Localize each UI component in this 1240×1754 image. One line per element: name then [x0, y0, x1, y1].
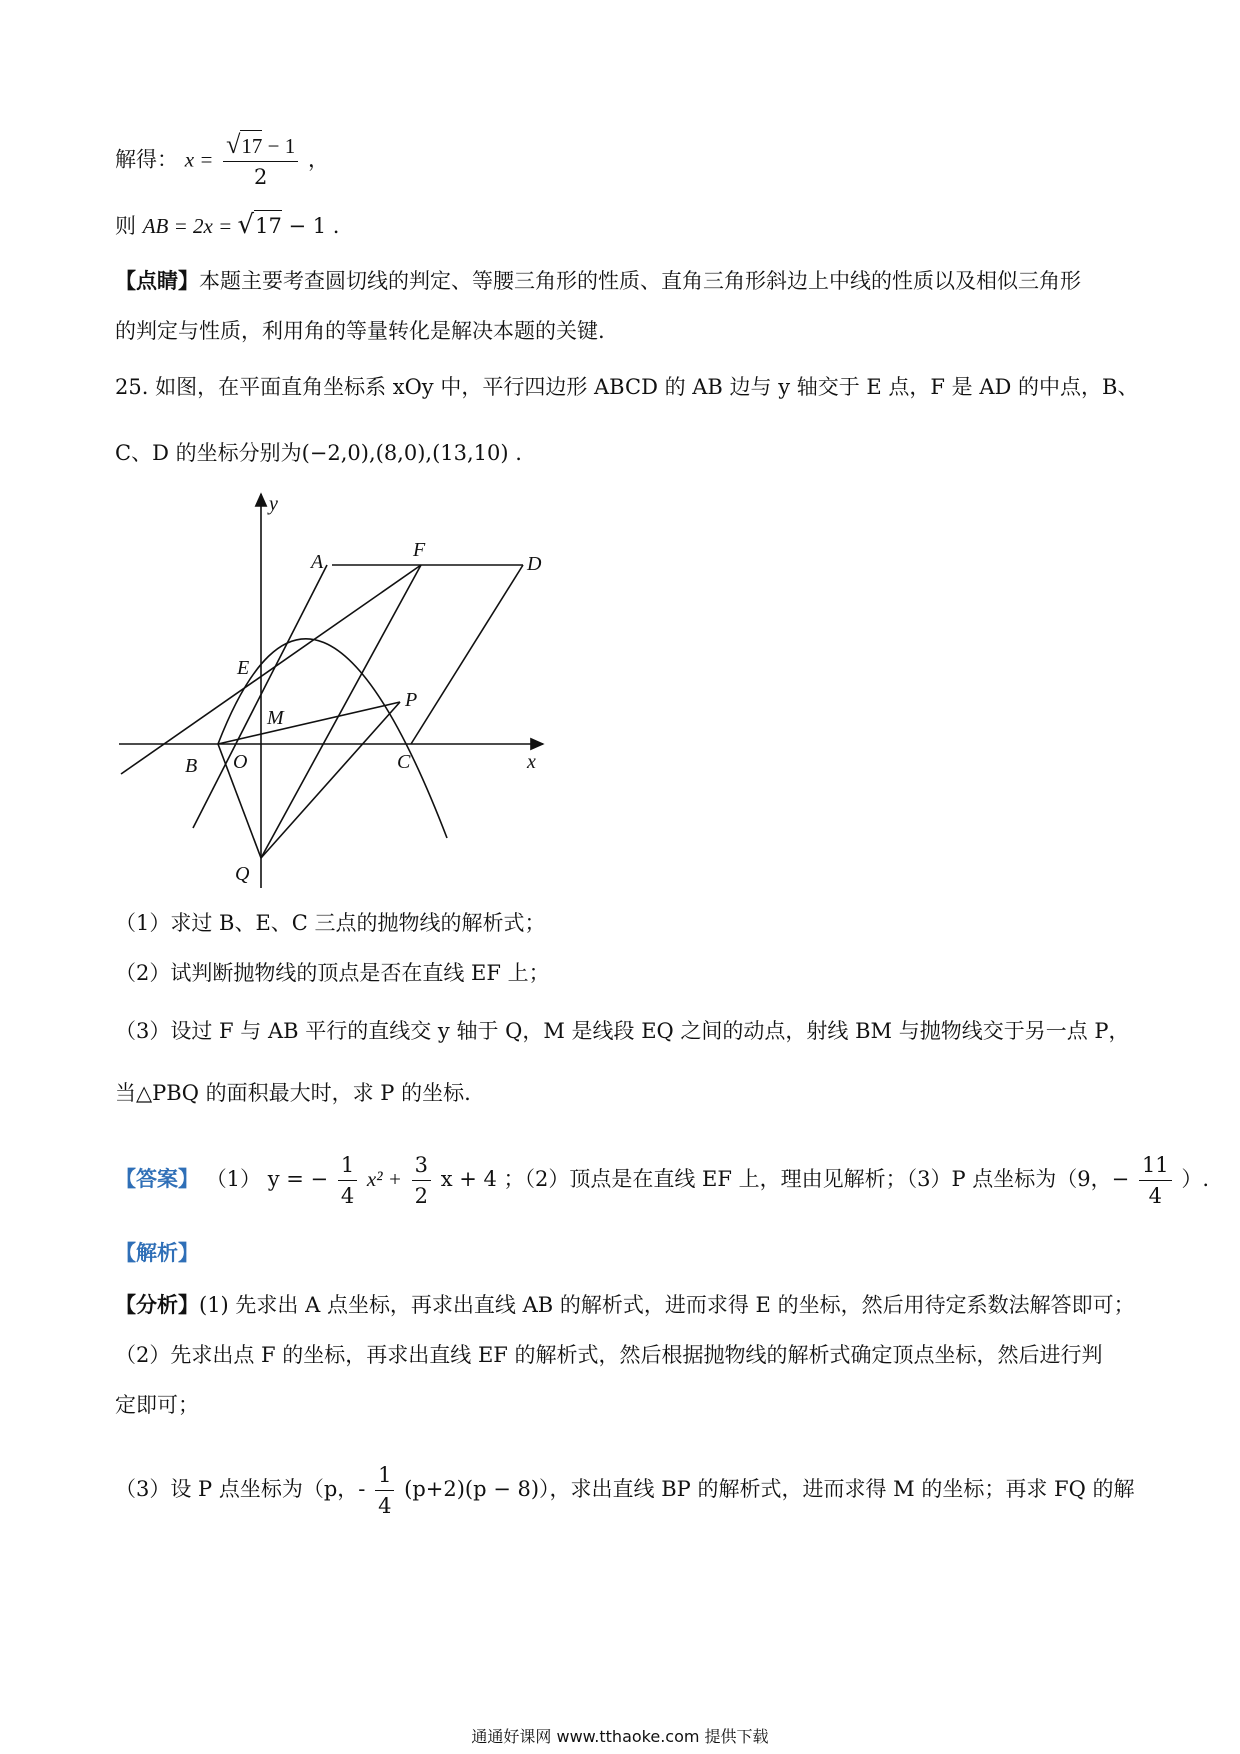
answer-f2-den: 2: [414, 1184, 428, 1208]
label-e: E: [237, 657, 250, 679]
answer-f2-num: 3: [412, 1150, 431, 1181]
label-m: M: [267, 707, 284, 729]
answer-part1: （1） y = −: [205, 1167, 329, 1191]
dianjing-tag: 【点睛】: [115, 268, 199, 293]
page-footer: 通通好课网 www.tthaoke.com 提供下载: [471, 1727, 769, 1746]
answer-fraction-1: [338, 1150, 357, 1211]
ab-line: 则 AB = 2x = √17 − 1 .: [115, 210, 340, 240]
sub-question-3-line2: 当△PBQ 的面积最大时，求 P 的坐标.: [115, 1081, 471, 1105]
question-25-line1: 25. 如图，在平面直角坐标系 xOy 中，平行四边形 ABCD 的 AB 边与 y 轴交于 E 点，F 是 AD 的中点，B、: [115, 375, 1139, 399]
parabola: [218, 639, 447, 838]
sub-question-2: （2）试判断抛物线的顶点是否在直线 EF 上；: [115, 961, 550, 985]
answer-f3-den: 4: [1148, 1184, 1162, 1208]
line-ab: [193, 565, 327, 828]
fenxi-line3: 定即可；: [115, 1393, 199, 1417]
answer-fraction-3: [1139, 1150, 1172, 1211]
fenxi-3-part1: （3）设 P 点坐标为（p，-: [115, 1477, 366, 1501]
question-25-line2: C、D 的坐标分别为(−2,0),(8,0),(13,10) .: [115, 441, 522, 465]
answer-part4: ）.: [1181, 1167, 1210, 1191]
coordinate-figure: [115, 488, 555, 898]
answer-f3-num: 11: [1139, 1150, 1172, 1181]
label-o: O: [233, 751, 248, 773]
line-ef: [121, 565, 421, 774]
segment-bp: [218, 702, 400, 744]
fenxi-line1: [115, 1290, 1135, 1320]
solve-num-rest: − 1: [262, 134, 296, 158]
fenxi-line2: （2）先求出点 F 的坐标，再求出直线 EF 的解析式，然后根据抛物线的解析式确定顶点坐标，然后进行判: [115, 1343, 1103, 1367]
solve-line: [115, 130, 329, 192]
label-b: B: [185, 755, 198, 777]
fenxi-3-den: 4: [378, 1494, 392, 1518]
fenxi-3-part2: (p+2)(p − 8)），求出直线 BP 的解析式，进而求得 M 的坐标；再求 FQ 的解: [404, 1477, 1135, 1501]
answer-line: [115, 1150, 1209, 1211]
jiexi-heading: [115, 1238, 199, 1268]
answer-fraction-2: [412, 1150, 431, 1211]
fenxi-3-num: 1: [375, 1460, 394, 1491]
ab-rest: − 1 .: [281, 214, 340, 238]
label-x: x: [527, 751, 536, 773]
solve-comma: ，: [307, 147, 329, 172]
answer-tag: 【答案】: [115, 1166, 199, 1191]
label-a: A: [311, 551, 324, 573]
fenxi-3-line: [115, 1460, 1134, 1521]
label-p: P: [405, 689, 418, 711]
label-q: Q: [235, 863, 250, 885]
dianjing-line2: 的判定与性质，利用角的等量转化是解决本题的关键.: [115, 319, 605, 343]
fenxi-tag: 【分析】: [115, 1292, 199, 1317]
answer-part3: x + 4 ；（2）顶点是在直线 EF 上，理由见解析；（3）P 点坐标为（9，−: [440, 1167, 1130, 1191]
label-d: D: [527, 553, 542, 575]
label-c: C: [397, 751, 411, 773]
sub-question-1: （1）求过 B、E、C 三点的抛物线的解析式；: [115, 911, 546, 935]
dianjing-text1: 本题主要考查圆切线的判定、等腰三角形的性质、直角三角形斜边上中线的性质以及相似三角形: [199, 269, 1081, 293]
fenxi-3-fraction: [375, 1460, 394, 1521]
fenxi-text1: (1) 先求出 A 点坐标，再求出直线 AB 的解析式，进而求得 E 的坐标，然后用待定系数法解答即可；: [199, 1293, 1135, 1317]
segment-dc: [411, 565, 523, 744]
answer-f1-num: 1: [338, 1150, 357, 1181]
line-fq: [261, 565, 421, 858]
solve-prefix: 解得：: [115, 147, 178, 172]
answer-f1-den: 4: [340, 1184, 355, 1208]
solve-denominator: 2: [254, 165, 268, 189]
sub-question-3-line1: （3）设过 F 与 AB 平行的直线交 y 轴于 Q，M 是线段 EQ 之间的动点，射线 BM 与抛物线交于另一点 P，: [115, 1019, 1130, 1043]
label-f: F: [413, 539, 426, 561]
dianjing-line1: [115, 266, 1081, 296]
ab-radicand: 17: [254, 210, 282, 241]
ab-expr: AB = 2x =: [142, 214, 238, 238]
answer-part2: x² +: [366, 1167, 402, 1191]
label-y: y: [269, 493, 278, 515]
ab-prefix: 则: [115, 214, 143, 238]
solve-lhs: x =: [184, 147, 214, 172]
solve-fraction: [223, 130, 298, 192]
solve-radicand: 17: [240, 130, 262, 161]
jiexi-tag: 【解析】: [115, 1240, 199, 1265]
solve-numerator: √17 − 1: [223, 130, 298, 162]
